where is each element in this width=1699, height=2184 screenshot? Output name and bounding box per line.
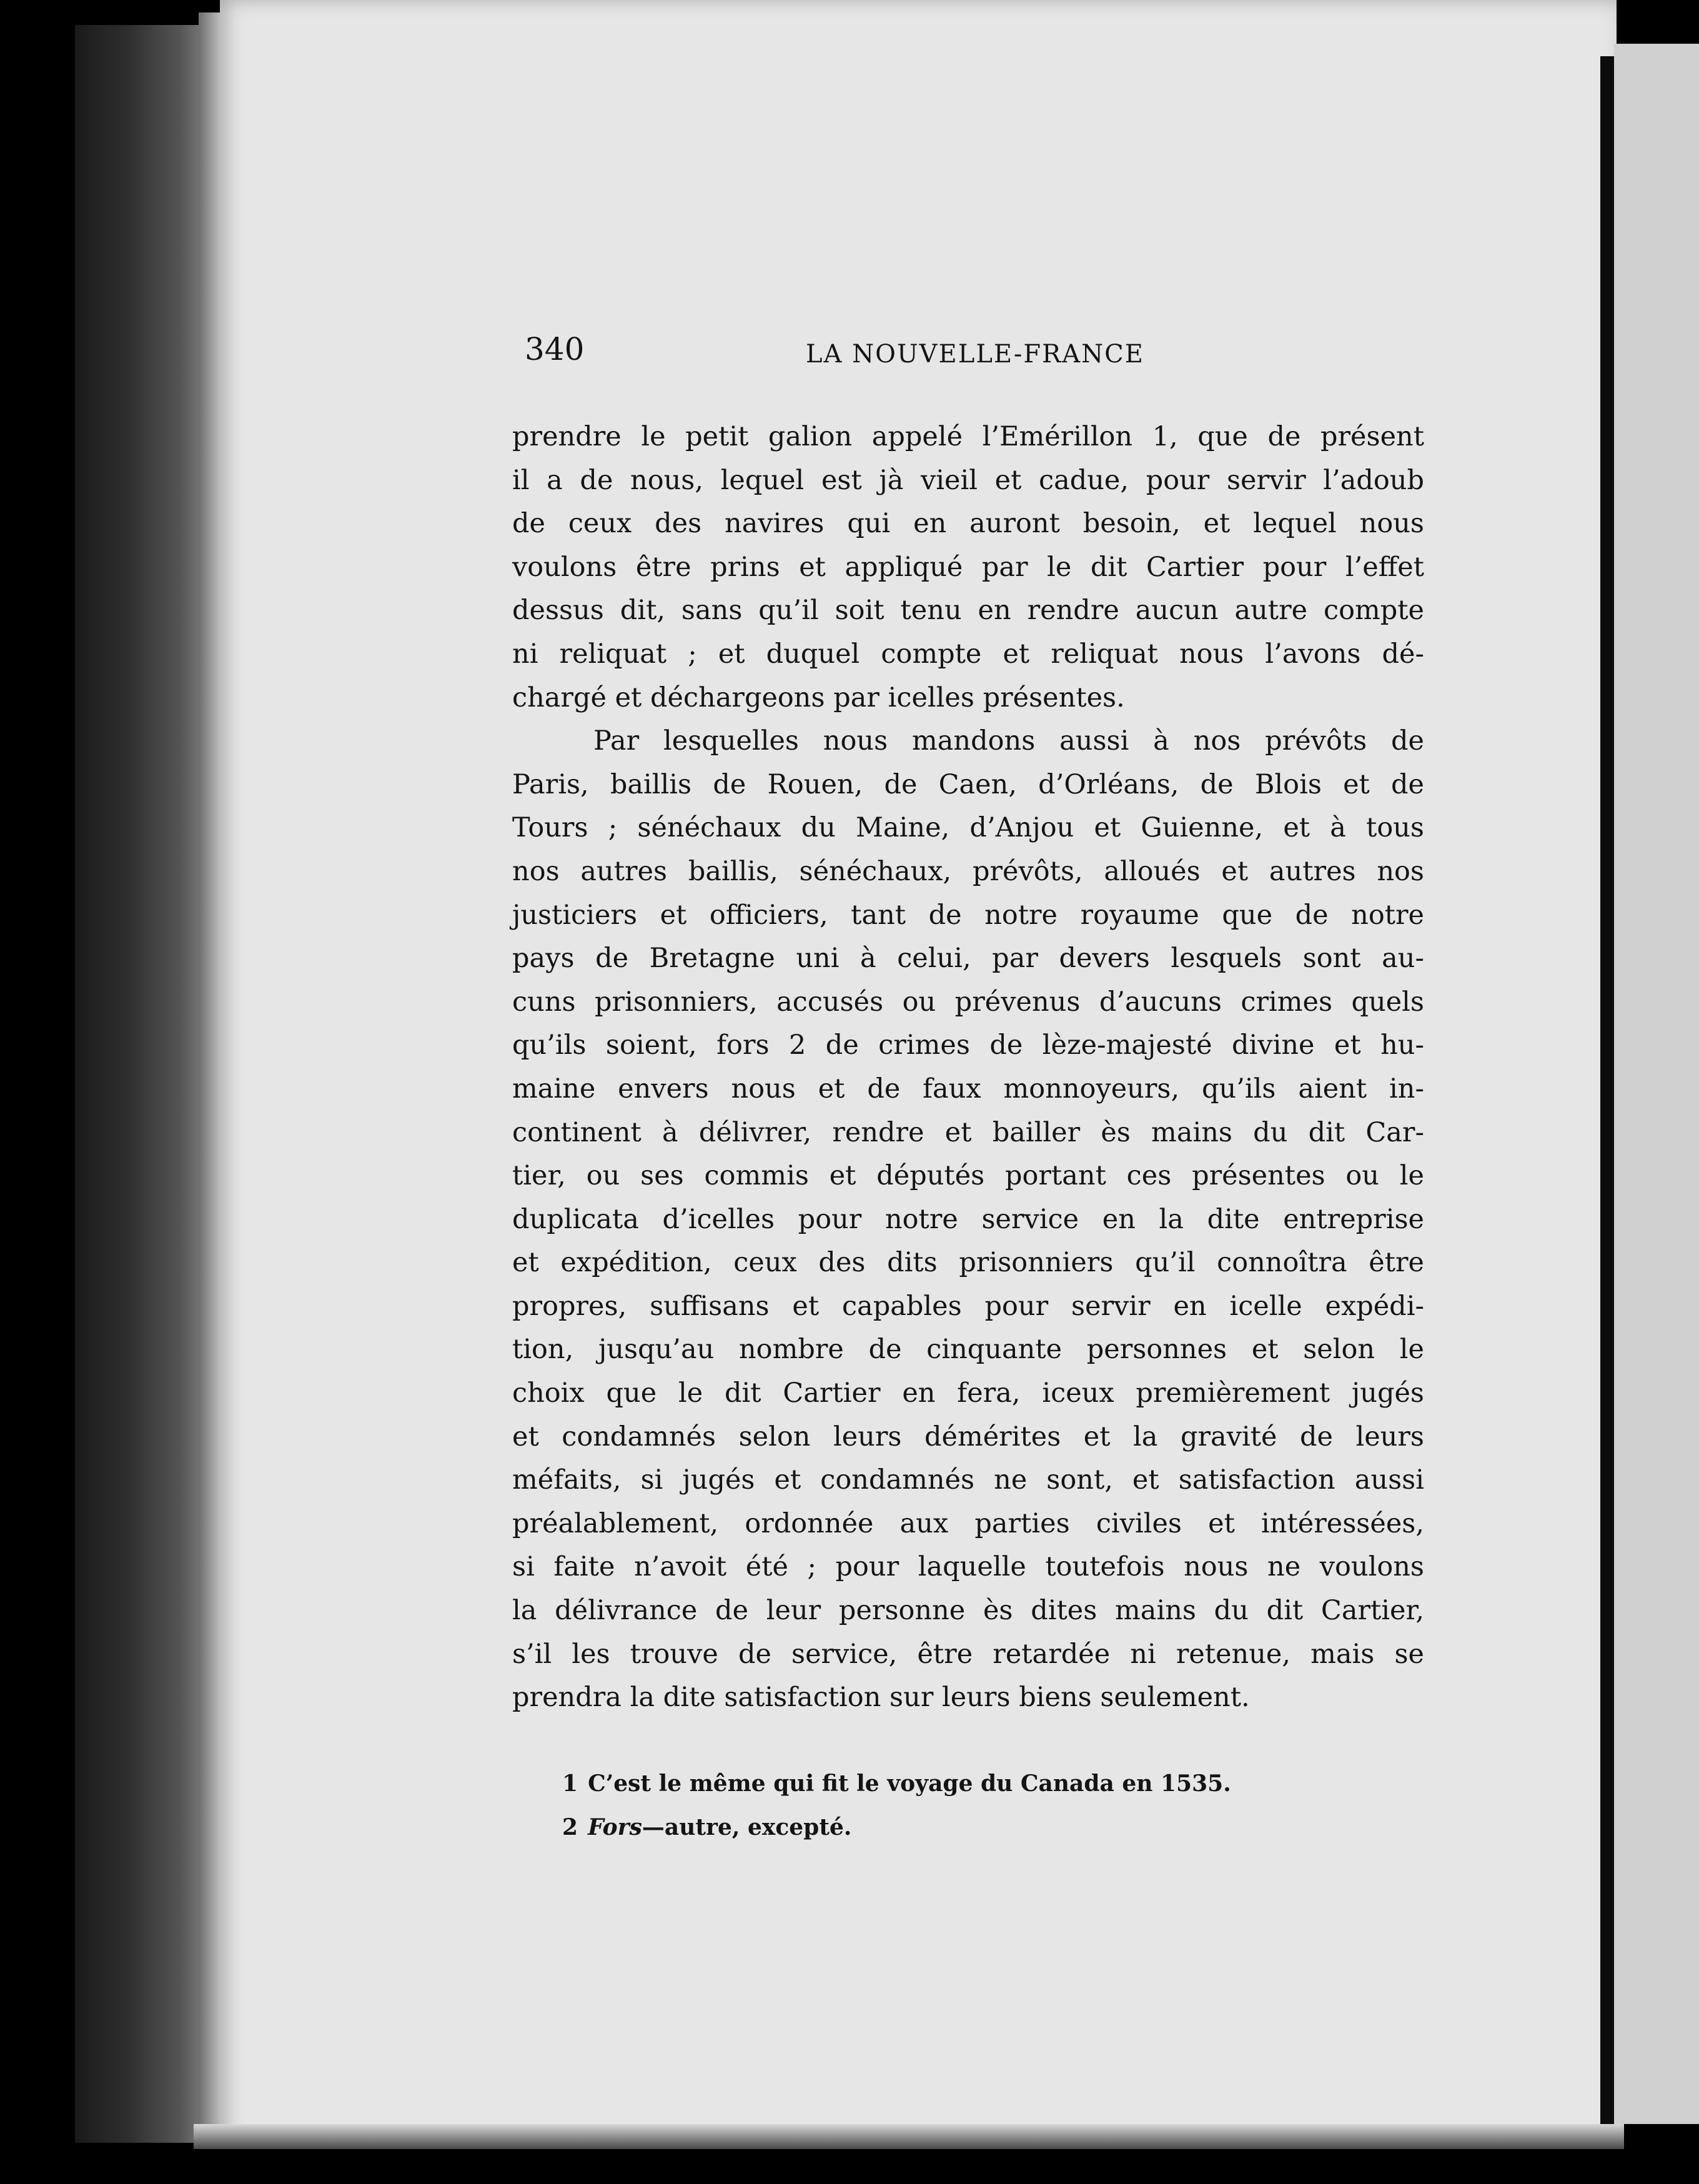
footnote-1 [562,1762,1374,1805]
text-line: Tours ; sénéchaux du Maine, d’Anjou et Guienne, et à tous [512,812,1424,844]
text-line: chargé et déchargeons par icelles présentes. [512,682,1125,713]
text-line: voulons être prins et appliqué par le dit Cartier pour l’effet [512,551,1424,583]
text-line: pays de Bretagne uni à celui, par devers lesquels sont au- [512,943,1424,975]
text-line: qu’ils soient, fors 2 de crimes de lèze-majesté divine et hu- [512,1030,1424,1061]
page-header [525,331,1418,387]
text-line: propres, suffisans et capables pour servir en icelle expédi- [512,1290,1424,1322]
text-line: justiciers et officiers, tant de notre royaume que de notre [512,899,1424,931]
text-line: et expédition, ceux des dits prisonniers qu’il connoîtra être [512,1247,1424,1279]
text-line: de ceux des navires qui en auront besoin, et lequel nous [512,508,1424,540]
text-line: méfaits, si jugés et condamnés ne sont, et satisfaction aussi [512,1464,1424,1496]
text-line: cuns prisonniers, accusés ou prévenus d’aucuns crimes quels [512,986,1424,1018]
footnote-number: 1 [562,1770,578,1797]
text-line: préalablement, ordonnée aux parties civiles et intéressées, [512,1507,1424,1539]
text-line: prendra la dite satisfaction sur leurs biens seulement. [512,1682,1250,1714]
footnote-text: C’est le même qui fit le voyage du Canada en 1535. [588,1770,1231,1797]
text-line: continent à délivrer, rendre et bailler ès mains du dit Car- [512,1116,1424,1148]
body-text [512,415,1424,1720]
text-line: duplicata d’icelles pour notre service en la dite entreprise [512,1203,1424,1235]
footnote-term: Fors [588,1814,642,1840]
text-line: la délivrance de leur personne ès dites mains du dit Cartier, [512,1595,1424,1627]
text-line: tier, ou ses commis et députés portant ces présentes ou le [512,1160,1424,1192]
text-line: maine envers nous et de faux monnoyeurs, qu’ils aient in- [512,1073,1424,1104]
facing-page-edge [1614,44,1699,2124]
text-line: s’il les trouve de service, être retardée ni retenue, mais se [512,1638,1424,1670]
text-line: choix que le dit Cartier en fera, iceux premièrement jugés [512,1377,1424,1409]
text-line: tion, jusqu’au nombre de cinquante personnes et selon le [512,1334,1424,1366]
text-line: et condamnés selon leurs démérites et la gravité de leurs [512,1421,1424,1452]
page-number: 340 [525,331,585,367]
text-line: nos autres baillis, sénéchaux, prévôts, alloués et autres nos [512,855,1424,887]
footnote-number: 2 [562,1814,578,1840]
page-bottom-edge [194,2124,1624,2149]
footnotes [562,1762,1374,1849]
text-line: si faite n’avoit été ; pour laquelle toutefois nous ne voulons [512,1551,1424,1583]
text-line: Par lesquelles nous mandons aussi à nos prévôts de [593,725,1424,757]
paragraph-2 [512,720,1424,1720]
text-line: prendre le petit galion appelé l’Emérillon 1, que de présent [512,421,1424,452]
text-line: dessus dit, sans qu’il soit tenu en rendre aucun autre compte [512,595,1424,627]
paragraph-1 [512,415,1424,720]
text-line: Paris, baillis de Rouen, de Caen, d’Orléans, de Blois et de [512,768,1424,800]
footnote-text: —autre, excepté. [641,1814,852,1840]
text-line: il a de nous, lequel est jà vieil et cadue, pour servir l’adoub [512,464,1424,496]
footnote-2 [562,1805,1374,1849]
running-head: LA NOUVELLE-FRANCE [806,340,1144,369]
text-line: ni reliquat ; et duquel compte et reliquat nous l’avons dé- [512,638,1424,670]
page-gutter-shadow [1600,56,1614,2143]
